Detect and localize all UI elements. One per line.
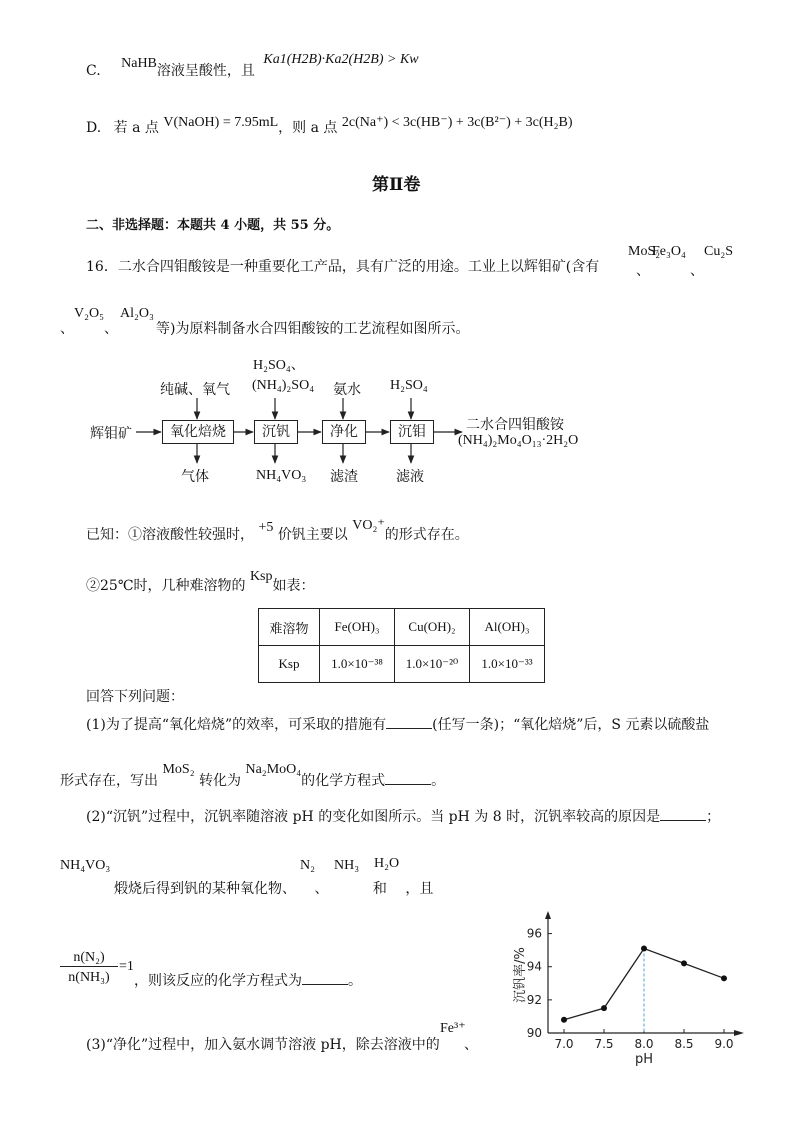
p1-f: 。 <box>431 773 446 789</box>
flow-start: 辉钼矿 <box>90 426 132 442</box>
p2-blank-2 <box>302 972 348 985</box>
option-c-label: C. <box>86 63 101 79</box>
known-1-a: 已知：①溶液酸性较强时， <box>86 527 254 543</box>
ksp-value-cu: 1.0×10⁻²⁰ <box>395 646 470 683</box>
y-tick-label: 90 <box>526 1026 542 1040</box>
p3-b: 、 <box>464 1037 478 1053</box>
y-tick-label: 94 <box>526 959 542 974</box>
x-tick-label: 7.0 <box>554 1037 574 1051</box>
ksp-table <box>258 608 545 683</box>
answer-intro: 回答下列问题： <box>86 689 184 705</box>
x-axis-label: pH <box>634 1052 654 1067</box>
flow-input-4: H₂SO₄ <box>390 378 428 393</box>
data-point <box>601 1005 607 1011</box>
p1-na2moo4: Na₂MoO₄ <box>245 762 302 777</box>
p2-frac-eq: =1 <box>119 959 134 974</box>
q16-intro2: 等)为原料制备水合四钼酸铵的工艺流程如图所示。 <box>156 321 470 337</box>
p2-c: 煅烧后得到钒的某种氧化物、 <box>114 881 296 897</box>
option-d-text2: ，则 a 点 <box>278 120 338 136</box>
flow-box-vanadium-precipitation: 沉钒 <box>254 420 298 444</box>
q16-cu2s: Cu₂S <box>704 244 734 259</box>
p1-blank-2 <box>385 772 431 785</box>
option-d-formula1: V(NaOH) = 7.95mL <box>163 115 279 130</box>
p2-h: 。 <box>348 973 362 989</box>
ksp-head-3: Al(OH)₃ <box>470 609 545 646</box>
option-c-species: NaHB <box>121 56 157 71</box>
option-d-formula2: 2c(Na⁺) < 3c(HB⁻) + 3c(B²⁻) + 3c(H₂B) <box>341 115 573 130</box>
y-tick-label: 96 <box>526 926 542 941</box>
x-tick-label: 8.0 <box>634 1037 654 1051</box>
p2-nh3: NH₃ <box>334 858 360 873</box>
known-1-c: 的形式存在。 <box>384 527 469 543</box>
known-2-a: ②25℃时，几种难溶物的 <box>86 578 246 594</box>
y-axis-label: 沉钒率/% <box>513 947 528 1003</box>
p1-e: 的化学方程式 <box>301 773 386 789</box>
option-d-text1: 若 a 点 <box>113 120 159 136</box>
part-1-line2 <box>60 762 446 790</box>
p2-frac-den: n(NH₃) <box>68 970 110 985</box>
part-2-line2 <box>114 878 433 898</box>
ksp-table-header <box>259 609 545 646</box>
x-tick-label: 9.0 <box>714 1037 734 1051</box>
section-title: 第Ⅱ卷 <box>372 175 421 195</box>
p1-a: (1)为了提高“氧化焙烧”的效率，可采取的措施有 <box>86 717 387 733</box>
q16-sep4: 、 <box>104 321 118 337</box>
flow-input-2b: (NH₄)₂SO₄ <box>252 378 315 393</box>
p1-d: 转化为 <box>199 773 242 789</box>
ksp-head-0: 难溶物 <box>259 609 320 646</box>
p2-e: 和 <box>372 881 387 897</box>
known-1-ox: +5 <box>258 520 274 535</box>
x-tick-label: 7.5 <box>594 1037 614 1051</box>
x-tick-label: 8.5 <box>674 1037 694 1051</box>
x-axis-arrow <box>734 1030 744 1036</box>
q16-v2o5: V₂O₅ <box>74 306 104 321</box>
part-1-line1 <box>86 714 709 734</box>
flow-output-2: NH₄VO₃ <box>256 468 307 483</box>
known-2 <box>86 569 315 595</box>
p3-a: (3)“净化”过程中，加入氨水调节溶液 pH，除去溶液中的 <box>86 1037 440 1053</box>
known-1 <box>86 518 469 544</box>
p2-frac-num: n(N₂) <box>73 950 105 965</box>
flow-arrows <box>0 0 800 500</box>
known-1-ion: VO₂⁺ <box>352 518 385 533</box>
option-c-formula: Ka1(H2B)·Ka2(H2B) > Kw <box>263 52 419 67</box>
p2-frac-bar <box>60 966 118 967</box>
flow-product-name: 二水合四钼酸铵 <box>466 417 564 433</box>
p1-blank-1 <box>386 716 432 729</box>
p2-a: (2)“沉钒”过程中，沉钒率随溶液 pH 的变化如图所示。当 pH 为 8 时，沉钒率较高的原因是 <box>86 809 661 825</box>
part-2-line1 <box>86 806 720 826</box>
p2-g: ，则该反应的化学方程式为 <box>134 973 302 989</box>
p2-nh4vo3: NH₄VO₃ <box>60 858 111 873</box>
y-axis-arrow <box>545 911 551 919</box>
ksp-row-label: Ksp <box>259 646 320 683</box>
ksp-head-1: Fe(OH)₃ <box>320 609 395 646</box>
flow-box-oxidation-roasting: 氧化焙烧 <box>162 420 234 444</box>
option-d-label: D. <box>86 120 102 136</box>
data-point <box>681 960 687 966</box>
flow-product-formula: (NH₄)₂Mo₄O₁₃·2H₂O <box>458 433 579 448</box>
p1-b: (任写一条)；“氧化焙烧”后，S 元素以硫酸盐 <box>432 717 710 733</box>
known-2-b: 如表： <box>272 578 315 594</box>
q16-mos2: MoS₂ <box>628 244 661 259</box>
flow-input-1: 纯碱、氧气 <box>160 382 230 398</box>
known-1-b: 价钒主要以 <box>277 527 348 543</box>
q16-sep3: 、 <box>60 321 74 337</box>
p2-h2o: H₂O <box>374 856 400 871</box>
flow-box-molybdenum-precipitation: 沉钼 <box>390 420 434 444</box>
ksp-value-al: 1.0×10⁻³³ <box>470 646 545 683</box>
p3-fe: Fe³⁺ <box>440 1021 466 1036</box>
data-point <box>561 1017 567 1023</box>
p2-n2: N₂ <box>300 858 315 873</box>
vanadium-precipitation-rate-chart <box>500 905 760 1070</box>
flow-output-3: 滤渣 <box>330 469 358 485</box>
section-heading: 二、非选择题：本题共 4 小题，共 55 分。 <box>86 218 340 233</box>
ksp-value-fe: 1.0×10⁻³⁸ <box>320 646 395 683</box>
q16-al2o3: Al₂O₃ <box>120 306 154 321</box>
part-2-line3 <box>134 970 362 990</box>
p2-d: 、 <box>314 881 329 897</box>
p2-f: ，且 <box>405 881 434 897</box>
data-point <box>641 945 647 951</box>
option-c-text: 溶液呈酸性，且 <box>156 63 255 79</box>
p1-c: 形式存在，写出 <box>60 773 158 789</box>
ksp-head-2: Cu(OH)₂ <box>395 609 470 646</box>
q16-intro1: 16．二水合四钼酸铵是一种重要化工产品，具有广泛的用途。工业上以辉钼矿(含有 <box>86 259 600 275</box>
part-3-line1 <box>86 1034 440 1054</box>
flow-input-3: 氨水 <box>333 382 361 398</box>
flow-input-2a: H₂SO₄、 <box>253 358 305 373</box>
flow-box-purification: 净化 <box>322 420 366 444</box>
y-tick-label: 92 <box>526 992 542 1007</box>
q16-fe3o4: Fe₃O₄ <box>652 244 686 259</box>
flow-output-1: 气体 <box>181 469 209 485</box>
known-2-ksp: Ksp <box>249 569 273 584</box>
ksp-table-row <box>259 646 545 683</box>
q16-sep2: 、 <box>690 263 704 279</box>
p1-mos2: MoS₂ <box>162 762 195 777</box>
p2-b: ； <box>706 809 721 825</box>
p2-blank-1 <box>660 808 706 821</box>
q16-sep1: 、 <box>636 263 650 279</box>
data-point <box>721 975 727 981</box>
flow-output-4: 滤液 <box>396 469 424 485</box>
